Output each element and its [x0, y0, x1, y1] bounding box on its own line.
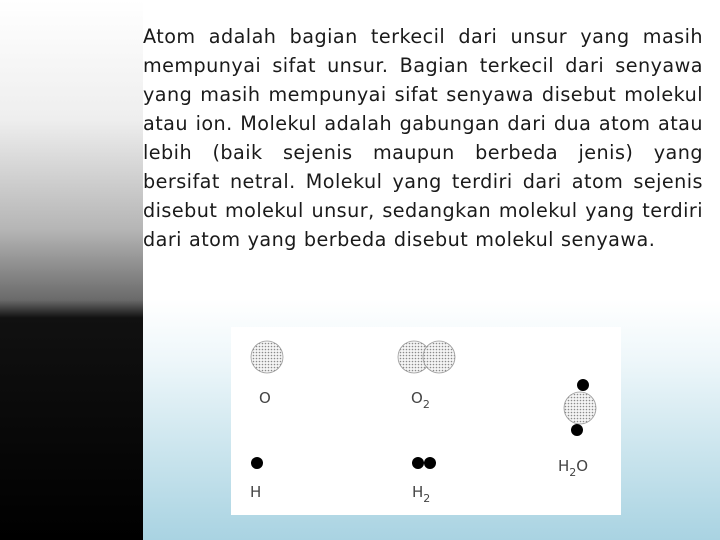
hydrogen-molecule	[412, 457, 436, 469]
oxygen-atom	[251, 341, 283, 373]
left-decorative-band	[0, 0, 143, 540]
oxygen-molecule	[398, 341, 455, 373]
hydrogen-atom	[251, 457, 263, 469]
label-h: H	[250, 483, 262, 501]
paragraph-text: Atom adalah bagian terkecil dari unsur yang masih mempunyai sifat unsur. Bagian terkecil dari senyawa yang masih mempunyai sifat senyawa disebut molekul atau ion. Molekul adalah gabungan dari dua atom atau lebih (baik sejenis maupun berbeda jenis) yang bersifat netral. Molekul yang terdiri dari atom sejenis disebut molekul unsur, sedangkan molekul yang terdiri dari atom yang berbeda disebut molekul senyawa.	[143, 25, 703, 251]
label-o2: $O_2$	[411, 389, 430, 411]
label-h2: $H_2$	[412, 483, 431, 505]
label-o: O	[259, 389, 271, 407]
molecule-diagram	[231, 327, 621, 515]
water-molecule	[564, 379, 596, 436]
label-h2o: $H_2O$	[558, 457, 589, 479]
